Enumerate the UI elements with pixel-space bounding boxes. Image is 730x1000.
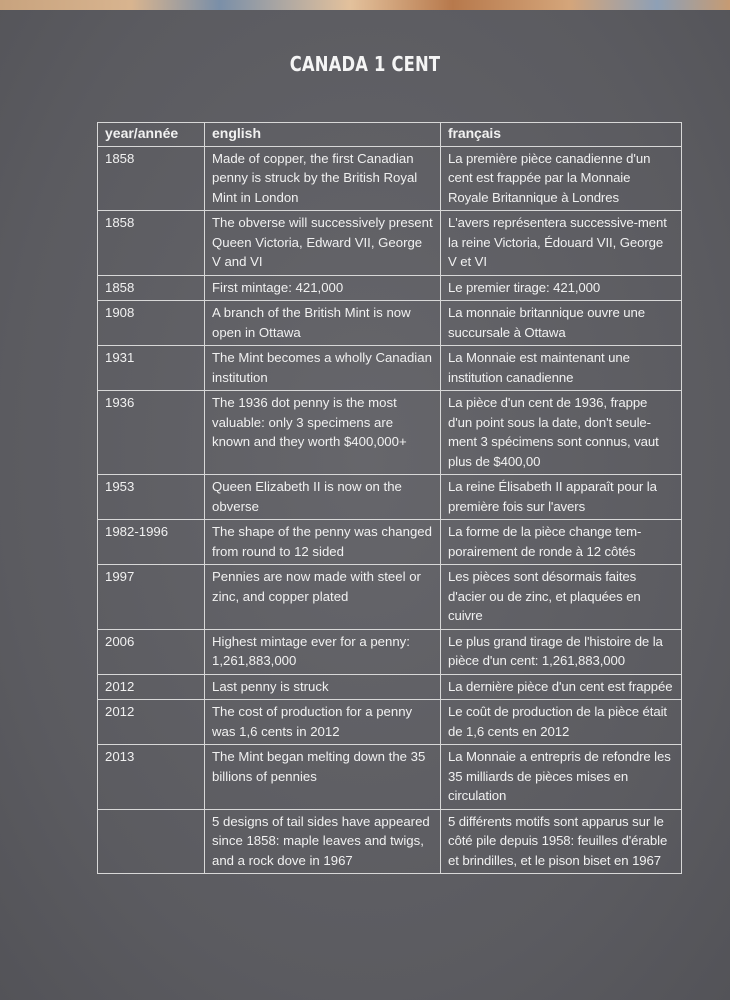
french-cell: La pièce d'un cent de 1936, frappe d'un point sous la date, don't seule-ment 3 spécimens sont connus, vaut plus de $400,00 [441,391,682,475]
year-cell: 1908 [98,301,205,346]
table-row [98,745,682,810]
table-row [98,700,682,745]
table-row [98,346,682,391]
french-cell: L'avers représentera successive-ment la reine Victoria, Édouard VII, George V et VI [441,211,682,276]
english-cell: The cost of production for a penny was 1,6 cents in 2012 [205,700,441,745]
year-cell: 2012 [98,700,205,745]
english-cell: A branch of the British Mint is now open in Ottawa [205,301,441,346]
french-cell: Le coût de production de la pièce était de 1,6 cents en 2012 [441,700,682,745]
year-cell [98,809,205,874]
english-cell: The 1936 dot penny is the most valuable: only 3 specimens are known and they worth $400,000+ [205,391,441,475]
table-row [98,565,682,630]
french-cell: La dernière pièce d'un cent est frappée [441,674,682,700]
year-cell: 1858 [98,146,205,211]
french-cell: La Monnaie est maintenant une institution canadienne [441,346,682,391]
english-cell: Pennies are now made with steel or zinc, and copper plated [205,565,441,630]
year-cell: 1931 [98,346,205,391]
english-cell: The Mint began melting down the 35 billions of pennies [205,745,441,810]
english-cell: The obverse will successively present Queen Victoria, Edward VII, George V and VI [205,211,441,276]
year-cell: 1936 [98,391,205,475]
english-cell: 5 designs of tail sides have appeared since 1858: maple leaves and twigs, and a rock dove in 1967 [205,809,441,874]
french-cell: La forme de la pièce change tem-porairement de ronde à 12 côtés [441,520,682,565]
year-cell: 2013 [98,745,205,810]
english-cell: Made of copper, the first Canadian penny is struck by the British Royal Mint in London [205,146,441,211]
english-cell: Last penny is struck [205,674,441,700]
english-cell: Highest mintage ever for a penny: 1,261,883,000 [205,629,441,674]
table-row [98,809,682,874]
french-cell: Le premier tirage: 421,000 [441,275,682,301]
table-row [98,275,682,301]
english-cell: The Mint becomes a wholly Canadian institution [205,346,441,391]
header-row [98,123,682,147]
header-english: english [205,123,441,147]
table-row [98,520,682,565]
header-french: français [441,123,682,147]
french-cell: Les pièces sont désormais faites d'acier ou de zinc, et plaquées en cuivre [441,565,682,630]
french-cell: La Monnaie a entrepris de refondre les 35 milliards de pièces mises en circulation [441,745,682,810]
year-cell: 1858 [98,275,205,301]
year-cell: 1953 [98,475,205,520]
french-cell: 5 différents motifs sont apparus sur le côté pile depuis 1958: feuilles d'érable et brindilles, et le pison biset en 1967 [441,809,682,874]
page-title: CANADA 1 CENT [289,52,441,76]
table-row [98,391,682,475]
french-cell: La monnaie britannique ouvre une succursale à Ottawa [441,301,682,346]
english-cell: The shape of the penny was changed from round to 12 sided [205,520,441,565]
table-row [98,211,682,276]
french-cell: La première pièce canadienne d'un cent est frappée par la Monnaie Royale Britannique à Londres [441,146,682,211]
table-row [98,301,682,346]
french-cell: La reine Élisabeth II apparaît pour la première fois sur l'avers [441,475,682,520]
year-cell: 1858 [98,211,205,276]
english-cell: Queen Elizabeth II is now on the obverse [205,475,441,520]
english-cell: First mintage: 421,000 [205,275,441,301]
year-cell: 2012 [98,674,205,700]
table-row [98,146,682,211]
year-cell: 1997 [98,565,205,630]
table-row [98,629,682,674]
year-cell: 2006 [98,629,205,674]
french-cell: Le plus grand tirage de l'histoire de la pièce d'un cent: 1,261,883,000 [441,629,682,674]
history-table [97,122,682,874]
table-row [98,475,682,520]
table-row [98,674,682,700]
photo-strip [0,0,730,10]
year-cell: 1982-1996 [98,520,205,565]
header-year: year/année [98,123,205,147]
